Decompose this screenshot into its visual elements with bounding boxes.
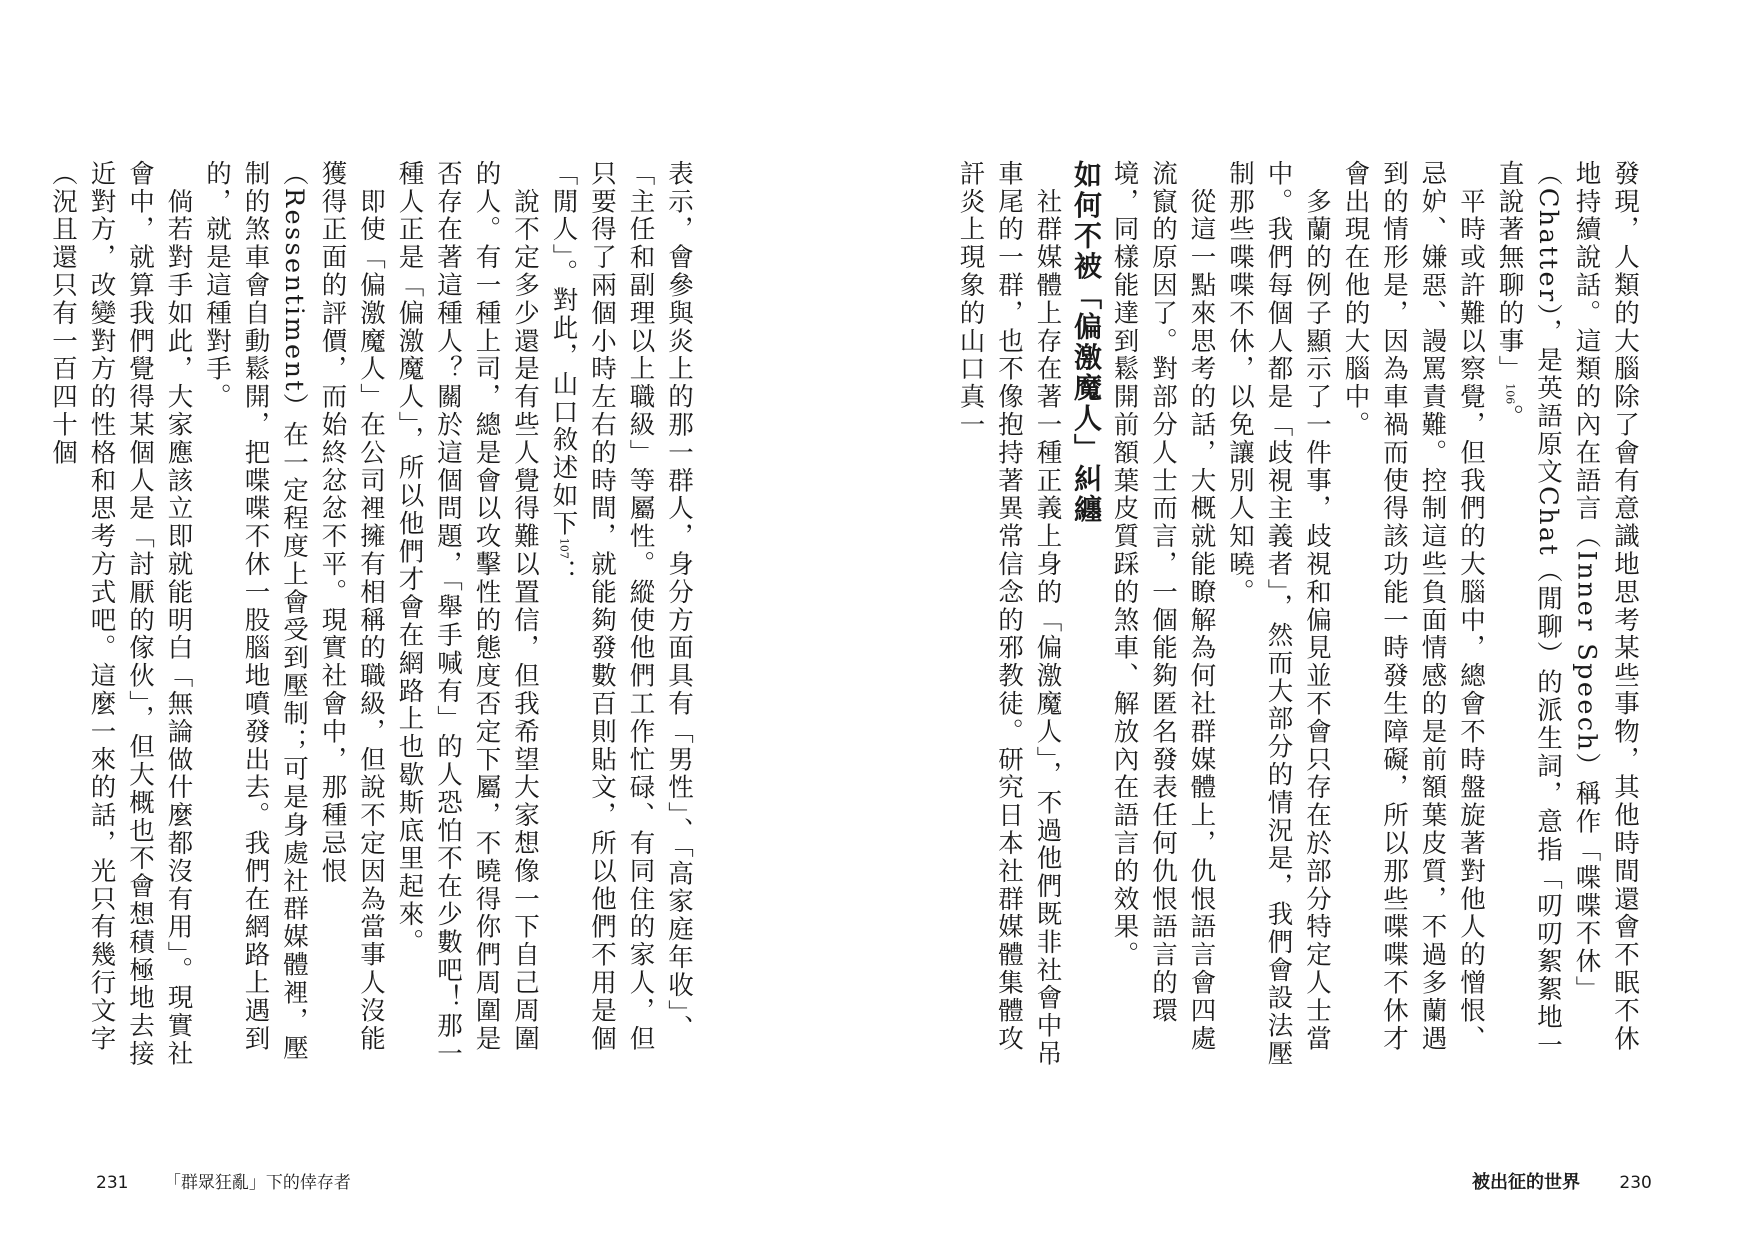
quote-paragraph: 說不定多少還是有些人覺得難以置信，但我希望大家想像一下自己周圍的人。有一種上司，總是會以攻擊性的態度否定下屬，不曉得你們周圍是否存在著這種人？關於這個問題，「舉手喊有」的人恐怕不在少數吧！那一種人正是「偏激魔人」，所以他們才會在網路上也歇斯底里起來。 [394, 160, 540, 1068]
paragraph: 平時或許難以察覺，但我們的大腦中，總會不時盤旋著對他人的憎恨、忌妒、嫌惡、謾罵責難。控制這些負面情感的是前額葉皮質，不過多蘭遇到的情形是，因為車禍而使得該功能一時發生障礙，所以那些喋喋不休才會出現在他的大腦中。 [1340, 160, 1486, 1053]
right-page-text [955, 160, 1644, 1070]
right-page-footer [1472, 1168, 1652, 1194]
paragraph: 社群媒體上存在著一種正義上身的「偏激魔人」，不過他們既非社會中吊車尾的一群，也不像抱持著異常信念的邪教徒。研究日本社群媒體集體攻訐炎上現象的山口真一 [955, 160, 1063, 1068]
footnote-ref-106: 106 [1503, 383, 1517, 405]
paragraph: 從這一點來思考的話，大概就能瞭解為何社群媒體上，仇恨語言會四處流竄的原因了。對部分人士而言，一個能夠匿名發表任何仇恨語言的環境，同樣能達到鬆開前額葉皮質踩的煞車、解放內在語言的效果。 [1109, 160, 1217, 1053]
running-title: 被出征的世界 [1472, 1172, 1580, 1193]
left-page-text [48, 160, 698, 1070]
paragraph-end: ： [548, 558, 579, 587]
paragraph-end: 。 [1494, 404, 1525, 433]
section-heading: 如何不被「偏激魔人」糾纏 [1070, 160, 1103, 525]
paragraph: 倘若對手如此，大家應該立即就能明白「無論做什麼都沒有用」。現實社會中，就算我們覺得某個人是「討厭的傢伙」，但大概也不會想積極地去接近對方，改變對方的性格和思考方式吧。這麼一來的話，光只有幾行文字（況且還只有一百四十個 [48, 160, 194, 1068]
page-number: 230 [1619, 1173, 1652, 1193]
paragraph: 多蘭的例子顯示了一件事，歧視和偏見並不會只存在於部分特定人士當中。我們每個人都是「歧視主義者」，然而大部分的情況是，我們會設法壓制那些喋喋不休，以免讓別人知曉。 [1225, 160, 1332, 1068]
paragraph: 發現，人類的大腦除了會有意識地思考某些事物，其他時間還會不眠不休地持續說話。這類的內在語言（Inner Speech）稱作「喋喋不休」（Chatter），是英語原文Chat（閒聊）的派生詞，意指「叨叨絮絮地一直說著無聊的事」 [1494, 160, 1640, 1060]
page-number: 231 [96, 1173, 129, 1193]
footnote-ref-107: 107 [557, 537, 571, 559]
left-page-footer [96, 1168, 351, 1193]
running-title: 「群眾狂亂」下的倖存者 [163, 1173, 351, 1193]
paragraph: 即使「偏激魔人」在公司裡擁有相稱的職級，但說不定因為當事人沒能獲得正面的評價，而始終忿忿不平。現實社會中，那種忌恨（Ressentiment）在一定程度上會受到壓制；可是身處社群媒體裡，壓制的煞車會自動鬆開，把喋喋不休一股腦地噴發出去。我們在網路上遇到的，就是這種對手。 [202, 160, 386, 1063]
paragraph: 表示，會參與炎上的那一群人，身分方面具有「男性」、「高家庭年收」、「主任和副理以上職級」等屬性。縱使他們工作忙碌、有同住的家人，但只要得了兩個小時左右的時間，就能夠發數百則貼文，所以他們不用是個「閒人」。對此，山口敘述如下 [548, 160, 694, 1053]
